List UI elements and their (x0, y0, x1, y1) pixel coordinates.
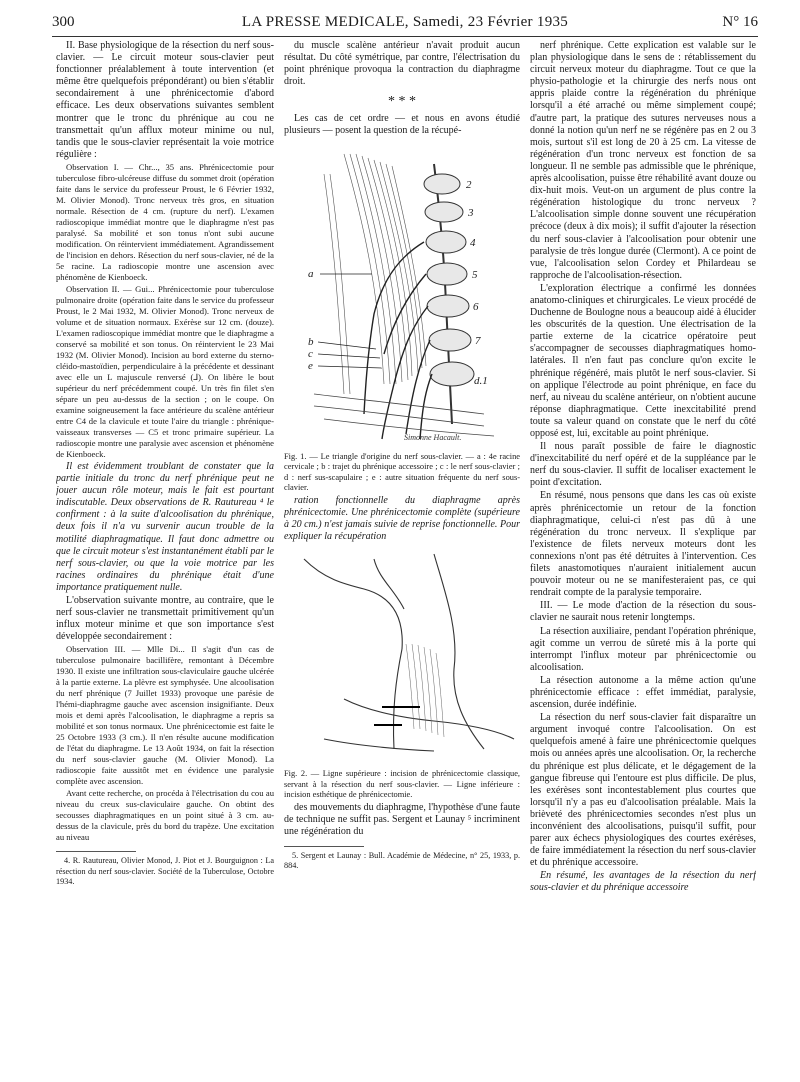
paragraph-resection-autonome: La résection autonome a la même action qu'une phrénicectomie efficace : effet immédiat, paralysie, ascension, durée indéfinie. (530, 674, 756, 711)
paragraph-cas: Les cas de cet ordre — et nous en avons étudié plusieurs — posent la question de la récupé- (284, 113, 520, 137)
label-d1: d.1 (474, 374, 488, 387)
paragraph-regeneration: nerf phrénique. Cette explication est valable sur le plan physiologique dans le sens de : rétablissement du circuit nerveux moteur du diaphragme. Tout ce que la physio-pathologie et la chirurgie des nerfs nous ont appris plaide contre la régénération du phrénique lorsqu'il a été arraché ou même simplement coupé; d'autre part, la pratique des sutures nerveuses nous a donné la notion qu'un nerf ne se régénère pas en 2 ou 3 mois, surtout s'il est long de 20 à 25 cm. La vitesse de régénération d'un tronc nerveux est fonction de sa longueur. Il ne semble pas admissible que le phrénique, après alcoolisation, puisse être réhabilité avant douze ou dix-huit mois. Veut-on un argument de plus contre la régénération histologique du tronc nerveux ? L'alcoolisation simple donne souvent une récupération précoce (deux à dix mois); il suffit d'ajouter la résection du nerf sous-clavier à l'alcoolisation pour obtenir une paralysie de très longue durée (Clermont). A ce point de vue, l'alcoolisation selon Cordey et Philardeau se rapproche de l'alcoolisation-résection. (530, 40, 756, 281)
column-middle (284, 40, 520, 1040)
footnote-4: 4. R. Rautureau, Olivier Monod, J. Piot et J. Bourguignon : La résection du nerf sous-clavier. Société de la Tuberculose, Octobre 1934. (56, 856, 274, 887)
paragraph-diagnostic: Il nous paraît possible de faire le diagnostic d'inexcitabilité du nerf opéré et de la suppléance par le nerf du sous-clavier. Il suffit de localiser exactement le point d'excitation. (530, 441, 756, 489)
paragraph-exploration-electrique: L'exploration électrique a confirmé les données anatomo-cliniques et chirurgicales. Le vieux procédé de Duchenne de Boulogne nous a beaucoup aidé à élucider les obscurités de la question. Une électrisation de la partie externe de la cicatrice opératoire peut s'accompagner de secousses diaphragmatiques homo-latérales. Il n'en faut pas conclure qu'on excite le phrénique régénéré, mais plutôt le nerf sous-clavier. Si on applique l'électrode au point phrénique, en face du nerf, au niveau du scalène antérieur, on n'obtient aucune réponse diaphragmatique. Cette inexcitabilité prend toute sa valeur quand on constate que le nerf du côté opposé est, lui, excitable au point phrénique. (530, 282, 756, 439)
page-header (52, 14, 758, 36)
section-ii-paragraph: II. Base physiologique de la résection du nerf sous-clavier. — Le circuit moteur sous-clavier peut fonctionner préalablement à toute intervention (et même être quelquefois prépondérant) ou bien s'établir secondairement à une phrénicectomie d'abord efficace. Les deux observations suivantes semblent montrer que le tronc du phrénique au cou ne transmettait qu'un afflux moteur minime ou nul, tandis que le sous-clavier représentait la voie motrice régulière : (56, 40, 274, 160)
figure-2 (284, 549, 520, 765)
anatomy-illustration-neck (284, 144, 520, 444)
header-rule (52, 36, 758, 37)
artist-signature: Simonne Hacault. (404, 432, 462, 442)
label-b: b (308, 335, 314, 348)
footnote-rule (56, 851, 136, 852)
column-right (530, 40, 756, 1040)
label-4: 4 (470, 236, 476, 249)
footnote-rule-2 (284, 846, 364, 847)
paragraph-observation-suivante: L'observation suivante montre, au contraire, que le nerf sous-clavier ne transmettait primitivement qu'un influx moteur minime et que son importance s'est développée secondairement : (56, 594, 274, 643)
paragraph-alcoolisation: La résection du nerf sous-clavier fait disparaître un argument invoqué contre l'alcoolisation. On est quelquefois amené à faire une phrénicectomie quelques mois ou années après une alcoolisation. Or, la recherche du phrénique est plus délicate, et le dégagement de la gangue fibreuse qui l'entoure est plus difficile. De plus, les exérèses sont incontestablement plus courtes que lorsqu'il n'y a pas eu d'alcoolisation préalable. Mais la brièveté des phrénicectomies secondes n'est plus un inconvénient des alcoolisations, puisqu'il suffit, pour parer aux échecs physiologiques des courtes exérèses, de faire immédiatement la résection du nerf sous-clavier et du phrénique accessoire. (530, 712, 756, 869)
section-stars: * * * (388, 94, 416, 110)
label-e: e (308, 359, 313, 372)
paragraph-scalene: du muscle scalène antérieur n'avait produit aucun résultat. Du côté symétrique, par contre, l'électrisation du point phrénique provoqua la contraction du diaphragme droit. (284, 40, 520, 88)
label-7: 7 (475, 334, 481, 347)
label-2: 2 (466, 178, 472, 191)
footnote-5: 5. Sergent et Launay : Bull. Académie de Médecine, n° 25, 1933, p. 884. (284, 850, 520, 871)
journal-title: LA PRESSE MEDICALE, Samedi, 23 Février 1935 (241, 14, 569, 30)
observation-1: Observation I. — Chr..., 35 ans. Phrénicectomie pour tuberculose fibro-ulcéreuse diffuse du sommet droit (opération faite dans le service du professeur Proust, le 6 Février 1932, M. Olivier Monod). Tronc nerveux très gros, en situation normale. Résection de 4 cm. (rupture du nerf). L'examen radioscopique immédiat montre que le diaphragme n'est pas paralysé. Sa mobilité et son tonus n'ont subi aucune modification. On réintervient immédiatement. Agrandissement de l'incision en dehors. Résection du nerf sous-clavier, né de la 5e racine. La radioscopie montre une ascension avec phénomène de Kienboeck. (56, 161, 274, 282)
label-a: a (308, 267, 314, 280)
observation-3: Observation III. — Mlle Di... Il s'agit d'un cas de tuberculose pulmonaire bacillifère, remontant à Décembre 1930. Il existe une infiltration sous-claviculaire gauche ulcérée à la partie externe. La plèvre est symphysée. Une alcoolisation du nerf phrénique (7 Juillet 1933) provoque une parésie de l'hémi-diaphragme gauche avec ascension insignifiante. Deux mois et demi après l'alcoolisation, le diaphragme a repris sa mobilité et son tonus normaux. Une phrénicectomie est faite le 25 Octobre 1933 (3 cm.). Il n'en résulte aucune modification de l'état du diaphragme. Le 13 Août 1934, on fait la résection du nerf sous-clavier gauche (M. Olivier Monod). La radioscopie faite aussitôt met en évidence une paralysie complète avec ascension. (56, 644, 274, 787)
label-5: 5 (472, 268, 478, 281)
paragraph-resume-2: En résumé, les avantages de la résection du nerf sous-clavier et du phrénique accessoire (530, 870, 756, 894)
page-number: 300 (52, 14, 75, 30)
label-3: 3 (468, 206, 474, 219)
observation-2: Observation II. — Gui... Phrénicectomie pour tuberculose pulmonaire droite (opération faite dans le service du professeur Proust, le 2 Mai 1932, M. Olivier Monod). Tronc nerveux de volume et de situation normaux. Exérèse sur 12 cm. (douze). L'examen radioscopique immédiat montre que le diaphragme a conservé sa mobilité et son tonus. On réintervient le 23 Mai 1932 (M. Olivier Monod). Incision au bord externe du sterno-cléido-mastoïdien, perpendiculaire à la précédente et dessinant avec elle un L majuscule renversé (⅃). On libère le bout supérieur du nerf précédemment coupé. Un très fin filet s'en sépare un peu au-dessus de la section ; on le coupe. On examine soigneusement la face antérieure du scalène antérieur entre C4 de la clavicule et toute l'aire du triangle : phrénique-vaisseaux transverses — C5 et tronc primaire supérieur. La radioscopie montre une paralysie avec ascension et phénomène de Kienboeck. (56, 283, 274, 459)
paragraph-resection-auxiliaire: La résection auxiliaire, pendant l'opération phrénique, agit comme un verrou de sûreté mis à la porte qui interrompt l'influx moteur par phrénicectomie ou alcoolisation. (530, 625, 756, 673)
figure-1 (284, 144, 520, 448)
figure-2-caption: Fig. 2. — Ligne supérieure : incision de phrénicectomie classique, servant à la résection du nerf sous-clavier. — Ligne inférieure : incision esthétique de phrénicectomie. (284, 769, 520, 800)
issue-number: N° 16 (722, 14, 758, 30)
label-c: c (308, 347, 313, 360)
paragraph-resume-1: En résumé, nous pensons que dans les cas où existe après phrénicectomie un retour de la fonction diaphragmatique, celui-ci n'est pas dû à une régénération du tronc nerveux. Il s'explique par l'existence de filets nerveux moteurs dont les connexions n'ont pas été détruites à l'intervention. Ces filets anastomotiques n'auraient initialement aucun pouvoir moteur ou ne se manifesteraient pas, ce qui rendrait compte de la paralysie temporaire. (530, 490, 756, 599)
paragraph-troublant: Il est évidemment troublant de constater que la partie initiale du tronc du nerf phrénique peut ne jouer aucun rôle moteur, mais le fait est pourtant indiscutable. Deux observations de R. Rautureau ⁴ le confirment : à la suite d'alcoolisation du phrénique, deux fois il n'a vu survenir aucun trouble de la motilité diaphragmatique. Il faut donc admettre ou que le circuit moteur s'est instantanément établi par le nerf sous-clavier, ou que la voie motrice par les racines ordinaires du phrénique était d'une importance pratiquement nulle. (56, 460, 274, 593)
column-left (56, 40, 274, 1040)
figure-1-caption: Fig. 1. — Le triangle d'origine du nerf sous-clavier. — a : 4e racine cervicale ; b : trajet du phrénique accessoire ; c : le nerf sous-clavier ; d : nerf sus-scapulaire ; e : autre situation fréquente du nerf sous-clavier. (284, 451, 520, 493)
section-iii-paragraph: III. — Le mode d'action de la résection du sous-clavier ne saurait nous retenir longtemps. (530, 600, 756, 624)
paragraph-mouvements: des mouvements du diaphragme, l'hypothèse d'une faute de technique ne suffit pas. Sergent et Launay ⁵ incriminent une régénération du (284, 801, 520, 837)
label-6: 6 (473, 300, 479, 313)
paragraph-ration: ration fonctionnelle du diaphragme après phrénicectomie. Une phrénicectomie complète (supérieure à 20 cm.) n'est jamais suivie de reprise fonctionnelle. Pour expliquer la récupération (284, 494, 520, 542)
paragraph-electrisation: Avant cette recherche, on procéda à l'électrisation du cou au niveau du creux sus-claviculaire gauche. On obtint des secousses diaphragmatiques en un point situé à 3 cm. au-dessus de la clavicule, près du bord du trapèze. Une excitation au niveau (56, 788, 274, 843)
neck-incision-illustration (284, 549, 520, 761)
